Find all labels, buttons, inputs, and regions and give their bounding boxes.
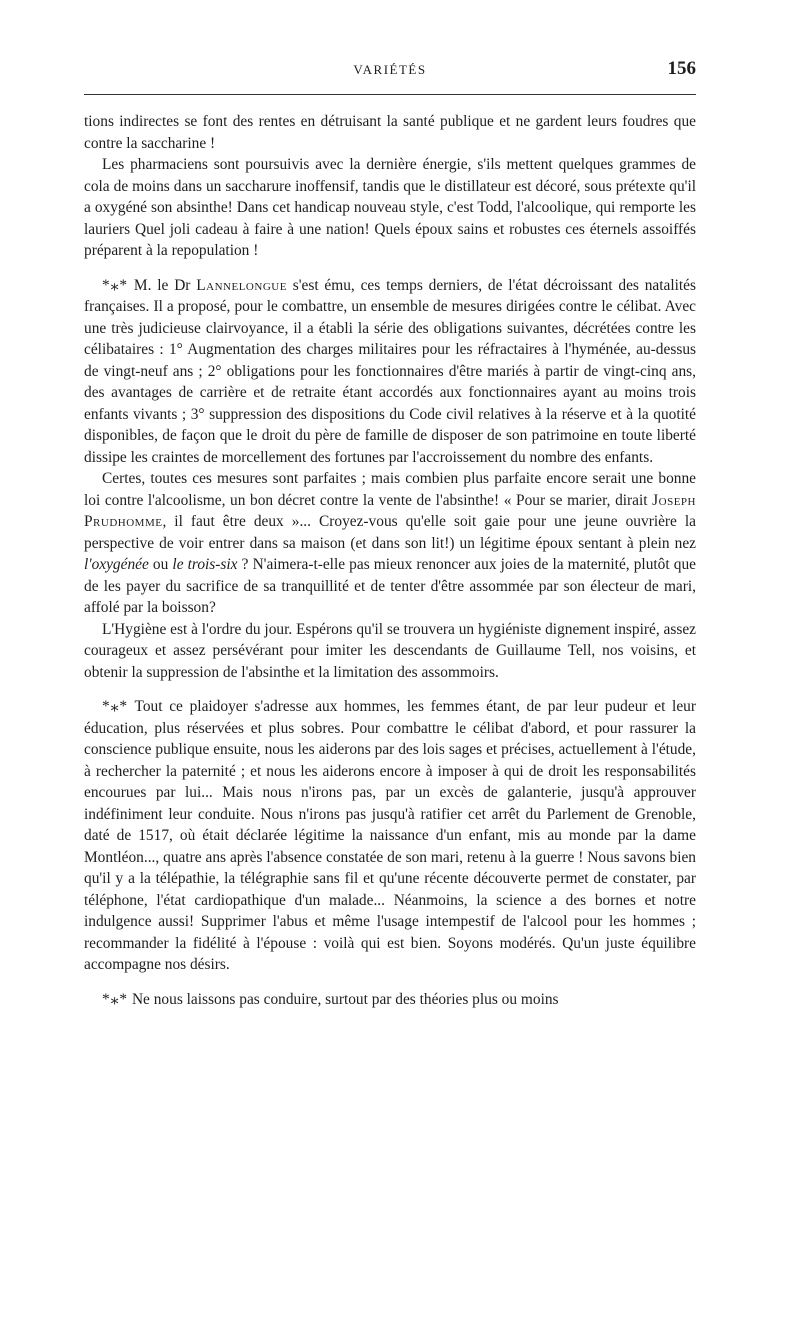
body-text: [84, 111, 696, 1010]
paragraph-continuation: tions indirectes se font des rentes en détruisant la santé publique et ne gardent leurs foudres que contre la saccharine !: [84, 113, 696, 152]
italic-term: le trois-six: [172, 556, 238, 573]
asterism: *⁎*: [102, 698, 129, 715]
paragraph-plaidoyer: *⁎* Tout ce plaidoyer s'adresse aux hommes, les femmes étant, de par leur pudeur et leur éducation, plus réservées et plus sobres. Pour combattre le célibat d'abord, et pour rassurer la conscience publique ensuite, nous les aiderons par des lois sages et précises, actuellement à l'étude, à rechercher la paternité ; et nous les aiderons encore à imposer à qui de droit les responsabilités encourues par lui... Mais nous n'irons pas, par un excès de galanterie, jusqu'à approuver indéfiniment leur conduite. Nous n'irons pas jusqu'à ratifier cet arrêt du Parlement de Grenoble, daté de 1517, où était déclarée légitime la naissance d'un enfant, mis au monde par la dame Montléon..., quatre ans après l'absence constatée de son mari, retenu à la guerre ! Nous savons bien qu'il y a la télépathie, la télégraphie sans fil et qu'une récente découverte permet de constater, par téléphone, l'état cardiopathique d'un malade... Néanmoins, la science a des bornes et notre indulgence aussi! Supprimer l'abus et même l'usage intempestif de l'alcool pour les hommes ; recommander la fidélité à l'épouse : voilà qui est bien. Soyons modérés. Qu'un juste équilibre accompagne nos désirs.: [84, 698, 696, 973]
page-number: 156: [667, 58, 696, 79]
paragraph-certes: Certes, toutes ces mesures sont parfaites ; mais combien plus parfaite encore serait une bonne loi contre l'alcoolisme, un bon décret contre la vente de l'absinthe! « Pour se marier, dirait Joseph Prudhomme, il faut être deux »... Croyez-vous qu'elle soit gaie pour une jeune ouvrière la perspective de voir entrer dans sa maison (et dans son lit!) un légitime époux sentant à plein nez l'oxygénée ou le trois-six ? N'aimera-t-elle pas mieux renoncer aux joies de la maternité, plutôt que de les payer du sacrifice de sa tranquillité et de tenter d'être assommée par son électeur de mari, affolé par la boisson?: [84, 470, 696, 616]
running-head: VARIÉTÉS: [353, 62, 427, 77]
italic-term: l'oxygénée: [84, 556, 149, 573]
character-name: Joseph Prudhomme: [84, 491, 696, 530]
author-name: Lannelongue: [196, 276, 287, 294]
header-rule: [84, 94, 696, 95]
asterism: *⁎*: [102, 276, 129, 294]
paragraph-hygiene: L'Hygiène est à l'ordre du jour. Espérons qu'il se trouvera un hygiéniste dignement inspiré, assez courageux et assez persévérant pour imiter les descendants de Guillaume Tell, nos voisins, et obtenir la suppression de l'absinthe et la limitation des assommoirs.: [84, 620, 696, 681]
page-header: [84, 58, 696, 88]
paragraph-pharmaciens: Les pharmaciens sont poursuivis avec la dernière énergie, s'ils mettent quelques grammes de cola de moins dans un saccharure inoffensif, tandis que le distillateur est décoré, sous prétexte qu'il a oxygéné son absinthe! Dans cet handicap nouveau style, c'est Todd, l'alcoolique, qui remporte les lauriers Quel joli cadeau à faire à une nation! Quels époux sains et robustes ces éternels assoiffés préparent à la repopulation !: [84, 156, 696, 259]
paragraph-final: *⁎* Ne nous laissons pas conduire, surtout par des théories plus ou moins: [102, 990, 559, 1008]
paragraph-lannelongue: *⁎* M. le Dr Lannelongue s'est ému, ces temps derniers, de l'état décroissant des natalités françaises. Il a proposé, pour le combattre, un ensemble de mesures dirigées contre le célibat. Avec une très judicieuse clairvoyance, il a établi la série des obligations suivantes, décrétées contre les célibataires : 1° Augmentation des charges militaires pour les réfractaires à l'hyménée, au-dessus de vingt-neuf ans ; 2° obligations pour les fonctionnaires d'être mariés à partir de vingt-cinq ans, des avantages de carrière et de retraite étant accordés aux fonctionnaires ayant au moins trois enfants vivants ; 3° suppression des dispositions du Code civil relatives à la réserve et à la quotité disponibles, de façon que le droit du père de famille de disposer de son patrimoine en toute liberté dissipe les craintes de morcellement des fortunes par l'accroissement du nombre des enfants.: [84, 276, 696, 466]
asterism: *⁎*: [102, 990, 129, 1008]
